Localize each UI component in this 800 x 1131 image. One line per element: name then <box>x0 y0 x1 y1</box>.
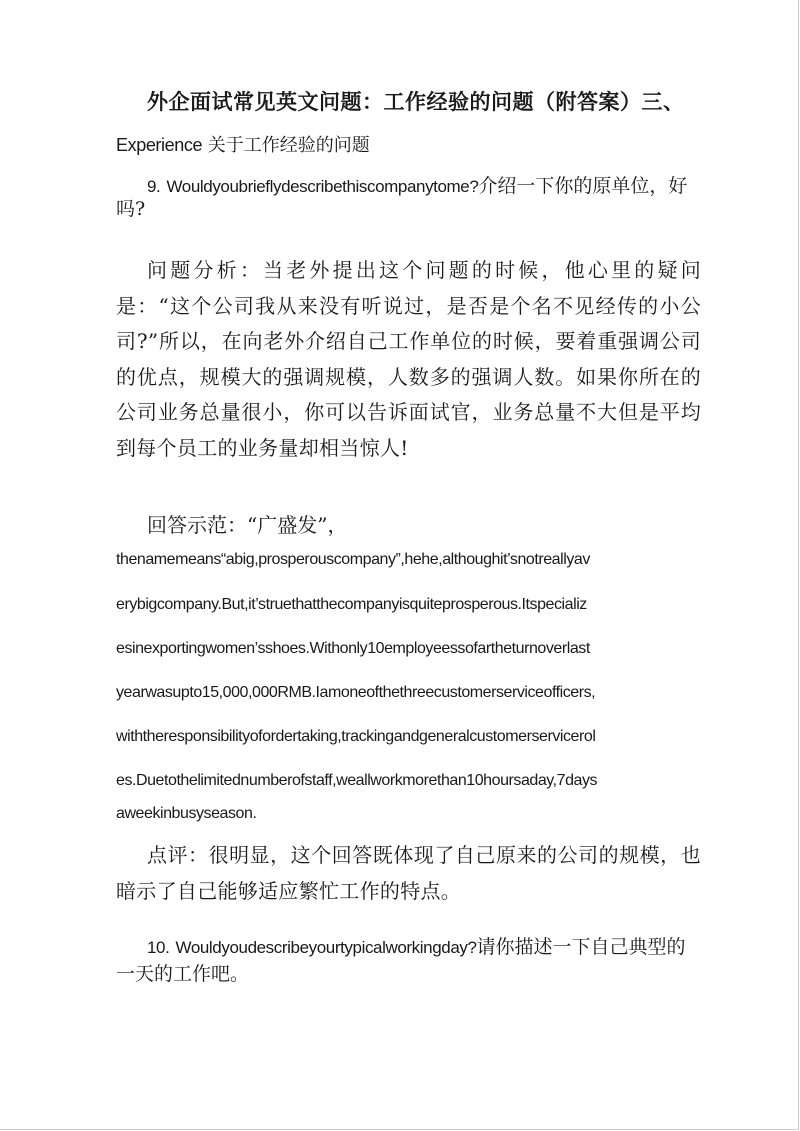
question-9 <box>116 175 691 221</box>
answer-line: yearwasupto15,000,000RMB.Iamoneofthethreecustomerserviceofficers, <box>116 684 596 701</box>
answer-line: erybigcompany.But,it’struethatthecompanyisquiteprosperous.Itspecializ <box>116 596 587 613</box>
question-10-number: 10. <box>147 938 170 957</box>
answer-intro: 回答示范：“广盛发”， <box>147 513 348 537</box>
question-9-chinese: 介绍一下你的原单位，好吗? <box>116 175 688 220</box>
question-10-english: Wouldyoudescribeyourtypicalworkingday? <box>175 938 477 957</box>
subtitle-english: Experience <box>116 135 203 155</box>
page-title: 外企面试常见英文问题：工作经验的问题（附答案）三、 <box>147 89 685 114</box>
answer-line: aweekinbusyseason. <box>116 805 257 822</box>
section-subtitle <box>116 131 370 157</box>
comment-paragraph: 点评：很明显，这个回答既体现了自己原来的公司的规模，也暗示了自己能够适应繁忙工作的特点。 <box>116 843 701 903</box>
answer-line: thenamemeans“abig,prosperouscompany”,hehe,althoughit’snotreallyav <box>116 551 590 568</box>
subtitle-chinese: 关于工作经验的问题 <box>207 135 370 156</box>
analysis-paragraph: 问题分析：当老外提出这个问题的时候，他心里的疑问是：“这个公司我从来没有听说过，是否是个名不见经传的小公司?”所以，在向老外介绍自己工作单位的时候，要着重强调公司的优点，规模大的强调规模，人数多的强调人数。如果你所在的公司业务总量很小，你可以告诉面试官，业务总量不大但是平均到每个员工的业务量却相当惊人! <box>116 258 701 460</box>
question-10 <box>116 934 691 987</box>
question-9-number: 9. <box>147 177 161 196</box>
answer-line: es.Duetothelimitednumberofstaff,weallworkmorethan10hoursaday,7days <box>116 772 598 789</box>
question-9-english: Wouldyoubrieflydescribethiscompanytome? <box>166 177 479 196</box>
question-10-chinese: 请你描述一下自己典型的一天的工作吧。 <box>116 936 686 985</box>
answer-line: esinexportingwomen’sshoes.Withonly10employeessofartheturnoverlast <box>116 640 590 657</box>
answer-line: withtheresponsibilityofordertaking,trackingandgeneralcustomerservicerol <box>116 728 596 745</box>
